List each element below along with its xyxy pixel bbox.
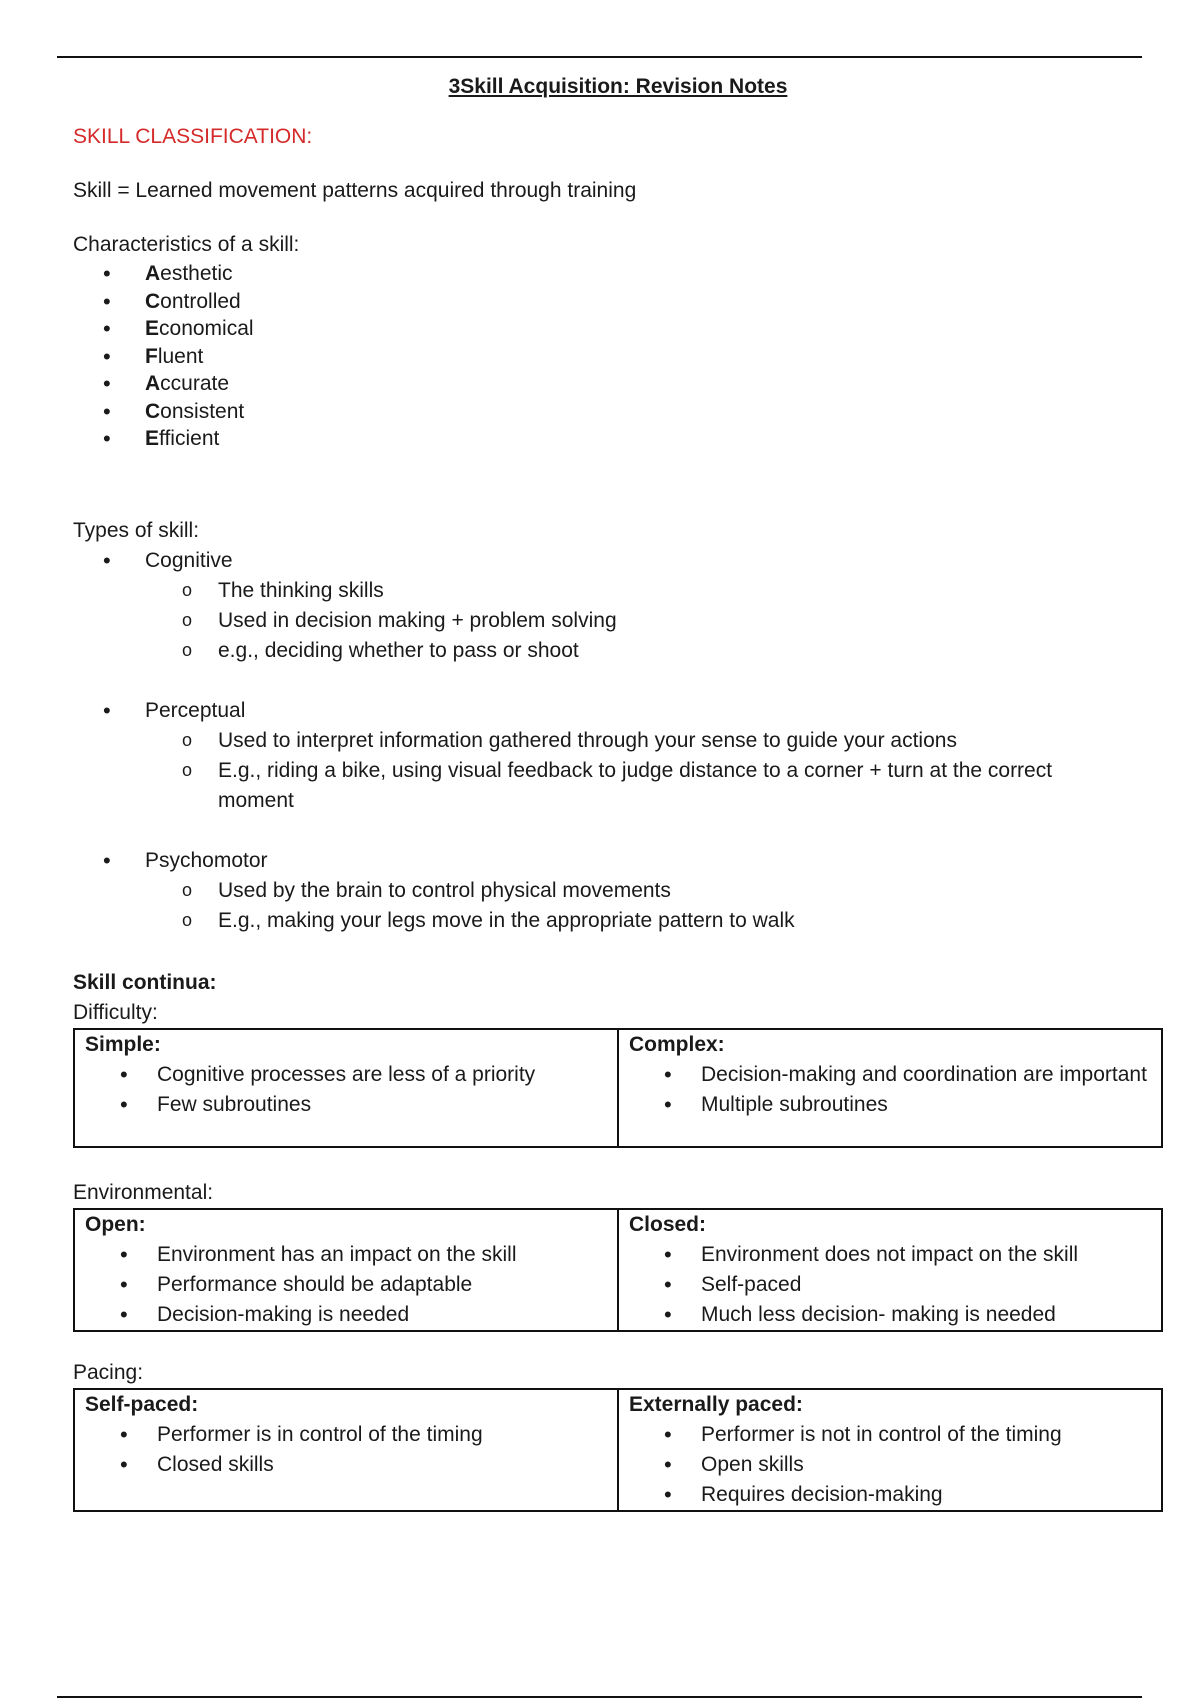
list-item: o Used to interpret information gathered through your sense to guide your actions: [73, 726, 1098, 756]
types-section: [73, 516, 1098, 936]
difficulty-table: [73, 1028, 1163, 1148]
types-heading: Types of skill:: [73, 519, 200, 542]
type-perceptual: • Perceptual: [73, 696, 1098, 726]
difficulty-complex-cell: [618, 1029, 1162, 1147]
list-item: • Decision-making is needed: [85, 1300, 607, 1330]
list-item: • Closed skills: [85, 1450, 607, 1480]
list-item: o Used in decision making + problem solving: [73, 606, 1098, 636]
top-rule: [57, 56, 1142, 58]
difficulty-label: Difficulty:: [73, 1001, 158, 1024]
cell-title: Externally paced:: [629, 1393, 803, 1416]
cell-title: Simple:: [85, 1033, 161, 1056]
list-item: • Few subroutines: [85, 1090, 607, 1120]
pacing-label: Pacing:: [73, 1361, 144, 1384]
list-item: • Accurate: [73, 370, 299, 398]
list-item: • Controlled: [73, 288, 299, 316]
list-item: • Consistent: [73, 398, 299, 426]
list-item: • Aesthetic: [73, 260, 299, 288]
list-item: • Efficient: [73, 425, 299, 453]
environmental-section: [73, 1178, 1163, 1332]
pacing-self-paced-cell: [74, 1389, 618, 1511]
list-item: o E.g., riding a bike, using visual feedback to judge distance to a corner + turn at the correct moment: [73, 756, 1098, 816]
list-item: • Multiple subroutines: [629, 1090, 1151, 1120]
list-item: • Self-paced: [629, 1270, 1151, 1300]
list-item: • Requires decision-making: [629, 1480, 1151, 1510]
cell-title: Open:: [85, 1213, 146, 1236]
environmental-closed-cell: [618, 1209, 1162, 1331]
list-item: • Much less decision- making is needed: [629, 1300, 1151, 1330]
characteristics-list: [73, 260, 299, 453]
difficulty-section: [73, 998, 1163, 1148]
list-item: • Cognitive processes are less of a priority: [85, 1060, 607, 1090]
list-item: • Decision-making and coordination are important: [629, 1060, 1151, 1090]
environmental-table: [73, 1208, 1163, 1332]
environmental-label: Environmental:: [73, 1181, 214, 1204]
type-cognitive: • Cognitive: [73, 546, 1098, 576]
document-title: 3Skill Acquisition: Revision Notes: [448, 75, 788, 98]
skill-definition: Skill = Learned movement patterns acquired through training: [73, 179, 637, 202]
types-list: [73, 546, 1098, 936]
list-item: o E.g., making your legs move in the appropriate pattern to walk: [73, 906, 1098, 936]
cell-title: Closed:: [629, 1213, 707, 1236]
characteristics-section: [73, 230, 299, 453]
list-item: • Fluent: [73, 343, 299, 371]
list-item: • Economical: [73, 315, 299, 343]
list-item: • Open skills: [629, 1450, 1151, 1480]
cell-title: Complex:: [629, 1033, 725, 1056]
pacing-section: [73, 1358, 1163, 1512]
list-item: • Performer is in control of the timing: [85, 1420, 607, 1450]
pacing-externally-paced-cell: [618, 1389, 1162, 1511]
continua-heading: Skill continua:: [73, 971, 217, 994]
pacing-table: [73, 1388, 1163, 1512]
difficulty-simple-cell: [74, 1029, 618, 1147]
cell-title: Self-paced:: [85, 1393, 199, 1416]
list-item: o Used by the brain to control physical movements: [73, 876, 1098, 906]
type-psychomotor: • Psychomotor: [73, 846, 1098, 876]
list-item: • Environment has an impact on the skill: [85, 1240, 607, 1270]
characteristics-heading: Characteristics of a skill:: [73, 233, 300, 256]
bottom-rule: [57, 1696, 1142, 1698]
list-item: o e.g., deciding whether to pass or shoot: [73, 636, 1098, 666]
environmental-open-cell: [74, 1209, 618, 1331]
list-item: • Environment does not impact on the skill: [629, 1240, 1151, 1270]
section-heading: SKILL CLASSIFICATION:: [73, 125, 313, 148]
list-item: o The thinking skills: [73, 576, 1098, 606]
list-item: • Performer is not in control of the timing: [629, 1420, 1151, 1450]
list-item: • Performance should be adaptable: [85, 1270, 607, 1300]
